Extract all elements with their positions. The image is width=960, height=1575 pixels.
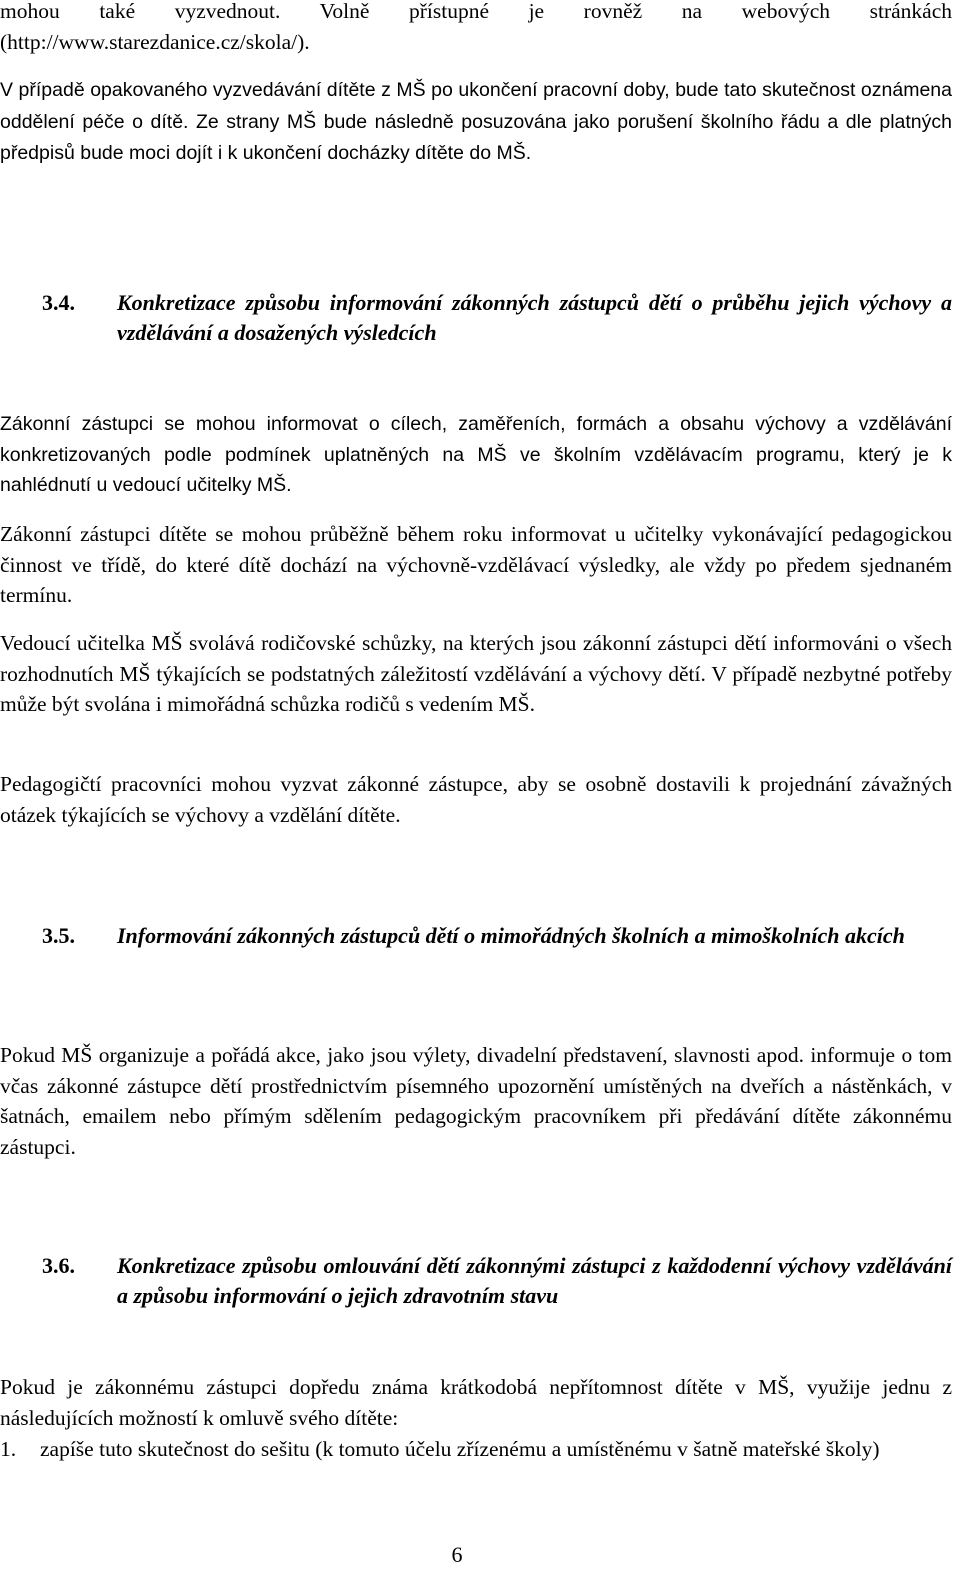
paragraph-section-3-4-3: Vedoucí učitelka MŠ svolává rodičovské schůzky, na kterých jsou zákonní zástupci dětí informováni o všech rozhodnutích MŠ týkajících se podstatných záležitostí vzdělávání a výchovy dětí. V případě nezbytné potřeby může být svolána i mimořádná schůzka rodičů s vedením MŠ. [0,631,952,716]
section-number: 3.5. [42,923,75,948]
paragraph-section-3-4-2: Zákonní zástupci dítěte se mohou průběžně během roku informovat u učitelky vykonávající pedagogickou činnost ve třídě, do které dítě dochází na výchovně-vzdělávací výsledky, ale vždy po předem sjednaném termínu. [0,522,952,607]
paragraph-pickup-rule-part1: V případě opakovaného vyzvedávání dítěte z MŠ po ukončení pracovní doby, bude tato skutečnost oznámena oddělení péče o dítě. [0,79,952,133]
paragraph-website: mohou také vyzvednout. Volně přístupné je rovněž na webových stránkách (http://www.starezdanice.cz/skola/). [0,0,952,54]
paragraph-section-3-4-4: Pedagogičtí pracovníci mohou vyzvat zákonné zástupce, aby se osobně dostavili k projednání závažných otázek týkajících se výchovy a vzdělání dítěte. [0,772,952,827]
section-title: Konkretizace způsobu informování zákonných zástupců dětí o průběhu jejich výchovy a vzdělávání a dosažených výsledcích [117,290,952,345]
paragraph-section-3-5-1: Pokud MŠ organizuje a pořádá akce, jako jsou výlety, divadelní představení, slavnosti apod. informuje o tom včas zákonné zástupce dětí prostřednictvím písemného upozornění umístěných na dveřích a nástěnkách, v šatnách, emailem nebo přímým sdělením pedagogickým pracovníkem při předávání dítěte zákonnému zástupci. [0,1043,952,1159]
section-heading-3-4 [0,288,952,348]
section-heading-3-6 [0,1251,952,1311]
section-number: 3.6. [42,1253,75,1278]
list-marker: 1. [0,1437,17,1461]
section-title: Konkretizace způsobu omlouvání dětí zákonnými zástupci z každodenní výchovy vzdělávání a způsobu informování o jejich zdravotním stavu [117,1253,952,1308]
page-number: 6 [451,1542,463,1567]
paragraph-section-3-6-1: Pokud je zákonnému zástupci dopředu známa krátkodobá nepřítomnost dítěte v MŠ, využije jednu z následujících možností k omluvě svého dítěte: [0,1375,952,1430]
section-heading-3-5 [0,921,952,951]
section-title: Informování zákonných zástupců dětí o mimořádných školních a mimoškolních akcích [117,923,905,948]
paragraph-pickup-rule [0,74,952,169]
paragraph-section-3-4-1: Zákonní zástupci se mohou informovat o cílech, zaměřeních, formách a obsahu výchovy a vzdělávání konkretizovaných podle podmínek uplatněných na MŠ ve školním vzdělávacím programu, který je k nahlédnutí u vedoucí učitelky MŠ. [0,413,952,496]
section-number: 3.4. [42,290,75,315]
paragraph-pickup-rule-part2: Ze strany MŠ bude následně posuzována jako porušení školního řádu a dle platných předpisů bude moci dojít i k ukončení docházky dítěte do MŠ. [0,110,952,164]
list-item [0,1434,952,1464]
list-item-text: zapíše tuto skutečnost do sešitu (k tomuto účelu zřízenému a umístěnému v šatně mateřské školy) [40,1437,880,1461]
